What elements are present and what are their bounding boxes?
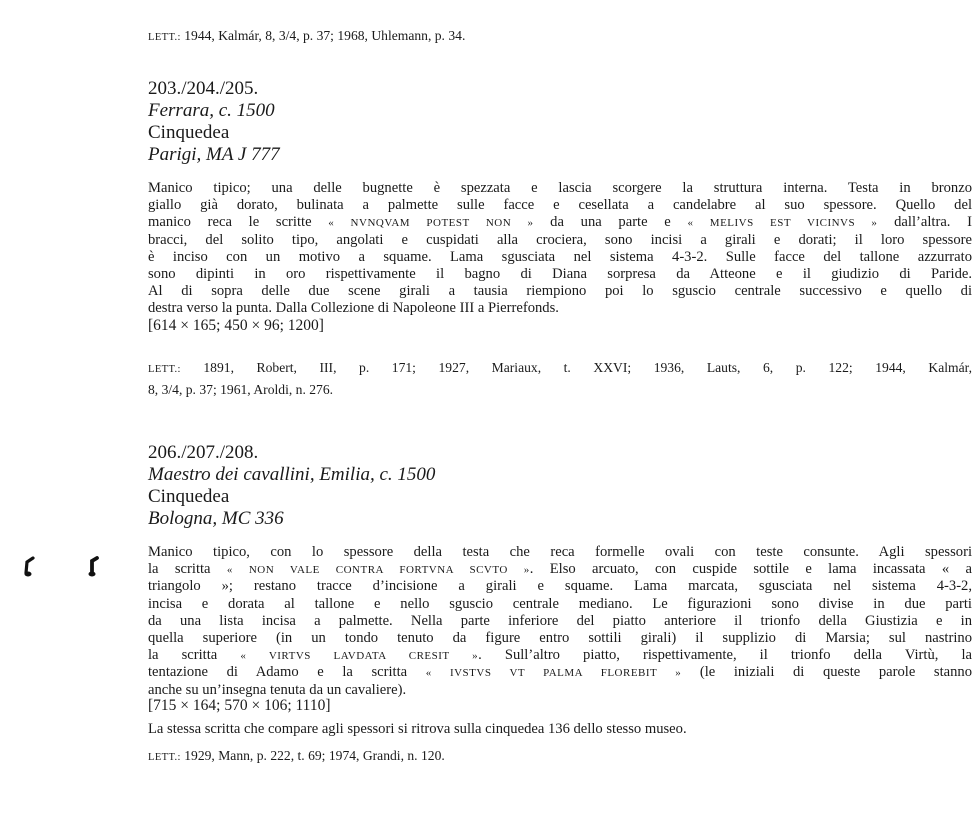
description-line	[148, 664, 972, 681]
description-line	[148, 232, 972, 249]
description-text: Al di sopra delle due scene girali a tausia riempiono poi lo sguscio centrale successivo e quello di	[148, 283, 972, 300]
entry-dimensions: [614 × 165; 450 × 96; 1200]	[148, 317, 324, 334]
inscription-text: « IVSTVS VT PALMA FLOREBIT »	[425, 667, 682, 680]
entry-type: Cinquedea	[148, 486, 230, 507]
description-text: Manico tipico; una delle bugnette è spezzata e lascia scorgere la struttura interna. Testa in bronzo	[148, 180, 972, 196]
lett-label: LETT.:	[148, 752, 181, 763]
inscription-text: « NON VALE CONTRA FORTVNA SCVTO »	[226, 564, 530, 577]
lett-line	[148, 358, 972, 380]
description-text: la scritta	[148, 647, 241, 664]
description-line	[148, 266, 972, 283]
lett-text: 1944, Kalmár, 8, 3/4, p. 37; 1968, Uhlemann, p. 34.	[180, 28, 466, 43]
description-text: . Elso arcuato, con cuspide sottile e lama incassata « a	[529, 561, 972, 578]
inscription-text: « VIRTVS LAVDATA CRESIT »	[240, 650, 479, 663]
description-text: incisa e dorata al tallone e nello sguscio centrale mediano. Le figurazioni sono divise in due parti	[148, 595, 972, 612]
description-text: . Sull’altro piatto, rispettivamente, il trionfo della Virtù, la	[478, 647, 972, 664]
description-text: anche su un’insegna tenuta da un cavaliere).	[148, 681, 407, 698]
lett-label: LETT.:	[148, 32, 181, 43]
description-text: da una lista incisa a palmette. Nella parte inferiore del piatto anteriore il trionfo della Giustizia e in	[148, 612, 972, 629]
description-text: destra verso la punta. Dalla Collezione di Napoleone III a Pierrefonds.	[148, 300, 559, 317]
description-text: manico reca le scritte	[148, 214, 329, 231]
description-text: giallo già dorato, bulinata a palmette sulle facce e cesellata a candelabre al suo spessore. Quello del	[148, 197, 972, 214]
inscription-text: « NVNQVAM POTEST NON »	[328, 217, 534, 230]
entry-numbers: 206./207./208.	[148, 442, 259, 463]
description-line	[148, 197, 972, 214]
description-text: è inciso con un motivo a squame. Lama sgusciata nel sistema 4-3-2. Sulle facce del tallone azzurrato	[148, 248, 972, 265]
entry-numbers: 203./204./205.	[148, 78, 259, 99]
description-text: triangolo »; restano tracce d’incisione a girali e squame. Lama marcata, sgusciata nel sistema 4-3-2,	[148, 578, 972, 595]
description-text: sono dipinti in oro rispettivamente il bagno di Diana sorpresa da Atteone e il giudizio di Paride.	[148, 265, 972, 282]
entry-type: Cinquedea	[148, 122, 230, 143]
description-line	[148, 300, 972, 317]
description-line	[148, 214, 972, 231]
description-line	[148, 249, 972, 266]
entry-location: Bologna, MC 336	[148, 508, 284, 529]
lett-text: 1891, Robert, III, p. 171; 1927, Mariaux, t. XXVI; 1936, Lauts, 6, p. 122; 1944, Kalmár,	[180, 360, 972, 375]
lett-line: 8, 3/4, p. 37; 1961, Aroldi, n. 276.	[148, 382, 334, 397]
description-line	[148, 544, 972, 561]
entry-bibliography	[148, 358, 972, 400]
description-line	[148, 578, 972, 595]
description-text: tentazione di Adamo e la scritta	[148, 664, 426, 681]
description-line	[148, 647, 972, 664]
margin-mark-icon	[86, 556, 100, 578]
entry-description	[148, 180, 972, 318]
description-text: la scritta	[148, 561, 227, 578]
description-text: (le iniziali di queste parole stanno	[681, 664, 972, 681]
entry-note: La stessa scritta che compare agli spessori si ritrova sulla cinquedea 136 dello stesso museo.	[148, 721, 687, 737]
entry-bibliography	[148, 746, 445, 768]
description-line	[148, 613, 972, 630]
description-line	[148, 180, 972, 197]
description-line	[148, 283, 972, 300]
description-line	[148, 630, 972, 647]
description-text: dall’altra. I	[877, 214, 972, 231]
lett-label: LETT.:	[148, 364, 181, 375]
description-line	[148, 596, 972, 613]
lett-text: 1929, Mann, p. 222, t. 69; 1974, Grandi, n. 120.	[180, 748, 445, 763]
entry-location: Parigi, MA J 777	[148, 144, 280, 165]
margin-mark-icon	[22, 556, 36, 578]
entry-header	[148, 442, 435, 530]
entry-origin: Maestro dei cavallini, Emilia, c. 1500	[148, 464, 436, 485]
description-text: quella superiore (in un tondo tenuto da figure entro sottili girali) il supplizio di Marsia; sul nastrino	[148, 629, 972, 646]
description-text: bracci, del solito tipo, angolati e cuspidati alla crociera, sono incisi a girali e dorati; il loro spessore	[148, 231, 972, 248]
entry-dimensions: [715 × 164; 570 × 106; 1110]	[148, 697, 331, 714]
entry-description	[148, 544, 972, 699]
description-text: Manico tipico, con lo spessore della testa che reca formelle ovali con teste consunte. Agli spessori	[148, 544, 972, 560]
inscription-text: « MELIVS EST VICINVS »	[687, 217, 878, 230]
top-bibliography	[148, 26, 465, 48]
description-text: da una parte e	[533, 214, 688, 231]
description-line	[148, 561, 972, 578]
entry-header	[148, 78, 280, 166]
entry-origin: Ferrara, c. 1500	[148, 100, 275, 121]
